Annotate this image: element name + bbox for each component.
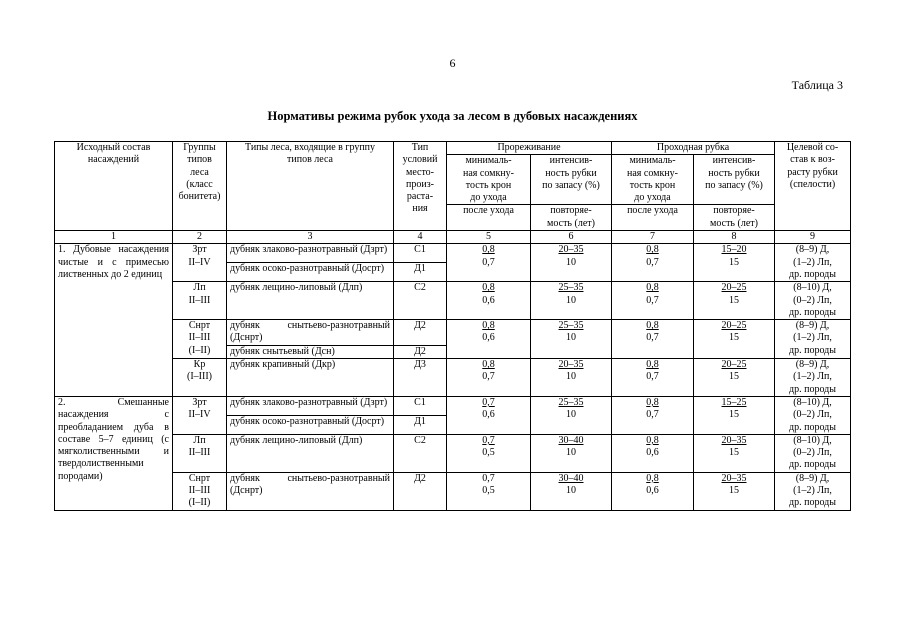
value-before: 0,8 (646, 320, 659, 332)
value-fraction (615, 320, 690, 345)
value-fraction (450, 397, 527, 422)
site-type-cell: Д2 (394, 472, 447, 510)
header-passage-cutting: Проходная рубка (612, 142, 775, 155)
forest-group-cell: Зрт II–IV (173, 244, 227, 282)
value-after: 0,7 (482, 256, 495, 268)
value-before: 0,8 (646, 282, 659, 294)
value-after: 0,6 (646, 447, 659, 459)
forest-group-cell: Кр (I–III) (173, 359, 227, 397)
table-row (55, 359, 851, 397)
site-type-cell: С1 (394, 244, 447, 263)
intensity-value (531, 396, 612, 434)
header-site-type: Тип условий место- произ- раста- ния (394, 142, 447, 231)
value-fraction (697, 473, 771, 498)
forest-group-cell: Зрт II–IV (173, 396, 227, 434)
value-before: 0,8 (482, 320, 495, 332)
intensity-value (694, 396, 775, 434)
value-before: 20–25 (721, 359, 747, 371)
header-composition: Исходный состав насаждений (55, 142, 173, 231)
value-before: 0,7 (482, 396, 495, 408)
site-type-cell: С1 (394, 396, 447, 415)
value-after: 0,7 (646, 371, 659, 383)
min-closure-value (447, 320, 531, 359)
value-fraction (534, 244, 608, 269)
intensity-value (531, 320, 612, 359)
value-before: 20–25 (721, 282, 747, 294)
value-fraction (450, 320, 527, 345)
forest-group-cell: Лп II–III (173, 282, 227, 320)
value-before: 0,8 (646, 434, 659, 446)
value-fraction (534, 473, 608, 498)
intensity-value (694, 359, 775, 397)
value-before: 0,7 (482, 472, 495, 484)
composition-cell: 2. Смешанные насаждения с преобладанием дуба в составе 5–7 единиц (с мягколиственными и твердолиственными породами) (55, 396, 173, 510)
site-type-cell: Д2 (394, 345, 447, 358)
value-fraction (534, 282, 608, 307)
min-closure-value (447, 472, 531, 510)
value-after: 0,7 (646, 256, 659, 268)
min-closure-value (447, 434, 531, 472)
column-number: 2 (173, 231, 227, 244)
value-after: 0,5 (482, 447, 495, 459)
value-after: 15 (729, 485, 739, 497)
value-after: 15 (729, 256, 739, 268)
value-fraction (697, 397, 771, 422)
value-after: 0,6 (482, 409, 495, 421)
forest-type-cell: дубняк снытьево-разнотравный (Дснрт) (227, 472, 394, 510)
value-before: 0,8 (646, 244, 659, 256)
forest-type-cell: дубняк снытьевый (Дсн) (227, 345, 394, 358)
min-closure-value (447, 396, 531, 434)
column-number: 9 (775, 231, 851, 244)
intensity-value (694, 434, 775, 472)
intensity-value (531, 244, 612, 282)
forest-type-cell: дубняк осоко-разнотравный (Доcрт) (227, 415, 394, 434)
header-after-care: после ухода (447, 205, 531, 231)
value-after: 0,5 (482, 485, 495, 497)
value-fraction (450, 282, 527, 307)
value-after: 15 (729, 371, 739, 383)
forest-type-cell: дубняк лещино-липовый (Длп) (227, 434, 394, 472)
value-fraction (534, 435, 608, 460)
table-row (55, 244, 851, 263)
value-fraction (450, 244, 527, 269)
value-fraction (450, 473, 527, 498)
target-composition-cell: (8–9) Д, (1–2) Лп, др. породы (775, 359, 851, 397)
min-closure-value (447, 359, 531, 397)
site-type-cell: С2 (394, 434, 447, 472)
forest-group-cell: Снрт II–III (I–II) (173, 320, 227, 359)
value-fraction (615, 473, 690, 498)
value-before: 0,8 (482, 244, 495, 256)
norms-table (54, 141, 851, 511)
min-closure-value (612, 472, 694, 510)
value-after: 0,7 (482, 371, 495, 383)
value-after: 10 (566, 332, 576, 344)
min-closure-value (612, 359, 694, 397)
table-row (55, 282, 851, 320)
value-before: 20–35 (558, 359, 584, 371)
site-type-cell: Д1 (394, 415, 447, 434)
target-composition-cell: (8–10) Д, (0–2) Лп, др. породы (775, 396, 851, 434)
value-after: 10 (566, 256, 576, 268)
table-row (55, 434, 851, 472)
site-type-cell: Д2 (394, 320, 447, 346)
value-fraction (697, 244, 771, 269)
target-composition-cell: (8–10) Д, (0–2) Лп, др. породы (775, 434, 851, 472)
column-number: 8 (694, 231, 775, 244)
site-type-cell: Д1 (394, 263, 447, 282)
value-fraction (697, 320, 771, 345)
value-fraction (615, 244, 690, 269)
target-composition-cell: (8–10) Д, (0–2) Лп, др. породы (775, 282, 851, 320)
value-before: 25–35 (558, 282, 584, 294)
header-thinning: Прореживание (447, 142, 612, 155)
value-fraction (615, 282, 690, 307)
table-row (55, 472, 851, 510)
column-number: 1 (55, 231, 173, 244)
value-fraction (615, 435, 690, 460)
forest-type-cell: дубняк лещино-липовый (Длп) (227, 282, 394, 320)
value-before: 25–35 (558, 320, 584, 332)
value-after: 10 (566, 447, 576, 459)
value-fraction (450, 359, 527, 384)
value-after: 15 (729, 294, 739, 306)
value-fraction (697, 435, 771, 460)
value-fraction (615, 397, 690, 422)
forest-type-cell: дубняк злаково-разнотравный (Дзрт) (227, 244, 394, 263)
site-type-cell: Д3 (394, 359, 447, 397)
min-closure-value (612, 244, 694, 282)
value-fraction (534, 397, 608, 422)
intensity-value (694, 282, 775, 320)
intensity-value (694, 472, 775, 510)
forest-type-cell: дубняк осоко-разнотравный (Доcрт) (227, 263, 394, 282)
column-number: 5 (447, 231, 531, 244)
value-before: 20–35 (558, 244, 584, 256)
value-fraction (450, 435, 527, 460)
value-fraction (615, 359, 690, 384)
value-before: 0,8 (646, 359, 659, 371)
site-type-cell: С2 (394, 282, 447, 320)
target-composition-cell: (8–9) Д, (1–2) Лп, др. породы (775, 244, 851, 282)
value-after: 10 (566, 485, 576, 497)
min-closure-value (612, 434, 694, 472)
header-forest-groups: Группы типов леса (класс бонитета) (173, 142, 227, 231)
value-after: 15 (729, 332, 739, 344)
table-row (55, 396, 851, 415)
table-row (55, 320, 851, 346)
value-after: 0,7 (646, 294, 659, 306)
min-closure-value (447, 244, 531, 282)
header-repeatability: повторяе- мость (лет) (694, 205, 775, 231)
value-before: 20–35 (721, 434, 747, 446)
composition-cell: 1. Дубовые насаждения чистые и с примесью лиственных до 2 единиц (55, 244, 173, 397)
value-after: 10 (566, 371, 576, 383)
value-after: 15 (729, 447, 739, 459)
column-number: 6 (531, 231, 612, 244)
forest-type-cell: дубняк крапивный (Дкр) (227, 359, 394, 397)
value-before: 15–25 (721, 396, 747, 408)
value-after: 0,6 (482, 332, 495, 344)
value-after: 0,6 (482, 294, 495, 306)
page-number: 6 (449, 56, 456, 70)
value-before: 20–25 (721, 320, 747, 332)
value-before: 0,8 (646, 472, 659, 484)
forest-type-cell: дубняк злаково-разнотравный (Дзрт) (227, 396, 394, 415)
value-before: 0,7 (482, 434, 495, 446)
value-before: 20–35 (721, 472, 747, 484)
value-after: 10 (566, 294, 576, 306)
header-intensity: интенсив- ность рубки по запасу (%) (694, 155, 775, 205)
header-min-closure: минималь- ная сомкну- тость крон до ухода (447, 155, 531, 205)
column-numbers-row (55, 231, 851, 244)
intensity-value (531, 359, 612, 397)
intensity-value (531, 434, 612, 472)
header-min-closure: минималь- ная сомкну- тость крон до ухода (612, 155, 694, 205)
value-before: 0,8 (482, 359, 495, 371)
value-after: 0,6 (646, 485, 659, 497)
column-number: 4 (394, 231, 447, 244)
target-composition-cell: (8–9) Д, (1–2) Лп, др. породы (775, 320, 851, 359)
min-closure-value (612, 282, 694, 320)
value-before: 25–35 (558, 396, 584, 408)
intensity-value (694, 244, 775, 282)
value-fraction (697, 359, 771, 384)
header-after-care: после ухода (612, 205, 694, 231)
header-repeatability: повторяе- мость (лет) (531, 205, 612, 231)
value-fraction (697, 282, 771, 307)
forest-group-cell: Снрт II–III (I–II) (173, 472, 227, 510)
table-title: Нормативы режима рубок ухода за лесом в дубовых насаждениях (267, 109, 638, 123)
min-closure-value (612, 396, 694, 434)
column-number: 7 (612, 231, 694, 244)
intensity-value (531, 282, 612, 320)
value-after: 15 (729, 409, 739, 421)
value-before: 15–20 (721, 244, 747, 256)
header-intensity: интенсив- ность рубки по запасу (%) (531, 155, 612, 205)
table-label: Таблица 3 (791, 78, 843, 92)
target-composition-cell: (8–9) Д, (1–2) Лп, др. породы (775, 472, 851, 510)
header-target-composition: Целевой со- став к воз- расту рубки (спелости) (775, 142, 851, 231)
column-number: 3 (227, 231, 394, 244)
value-after: 0,7 (646, 332, 659, 344)
value-after: 10 (566, 409, 576, 421)
min-closure-value (447, 282, 531, 320)
header-forest-types: Типы леса, входящие в группу типов леса (227, 142, 394, 231)
value-before: 0,8 (482, 282, 495, 294)
intensity-value (531, 472, 612, 510)
value-fraction (534, 320, 608, 345)
min-closure-value (612, 320, 694, 359)
value-after: 0,7 (646, 409, 659, 421)
forest-group-cell: Лп II–III (173, 434, 227, 472)
value-before: 30–40 (558, 434, 584, 446)
intensity-value (694, 320, 775, 359)
value-before: 0,8 (646, 396, 659, 408)
value-before: 30–40 (558, 472, 584, 484)
forest-type-cell: дубняк снытьево-разнотравный (Дснрт) (227, 320, 394, 346)
value-fraction (534, 359, 608, 384)
